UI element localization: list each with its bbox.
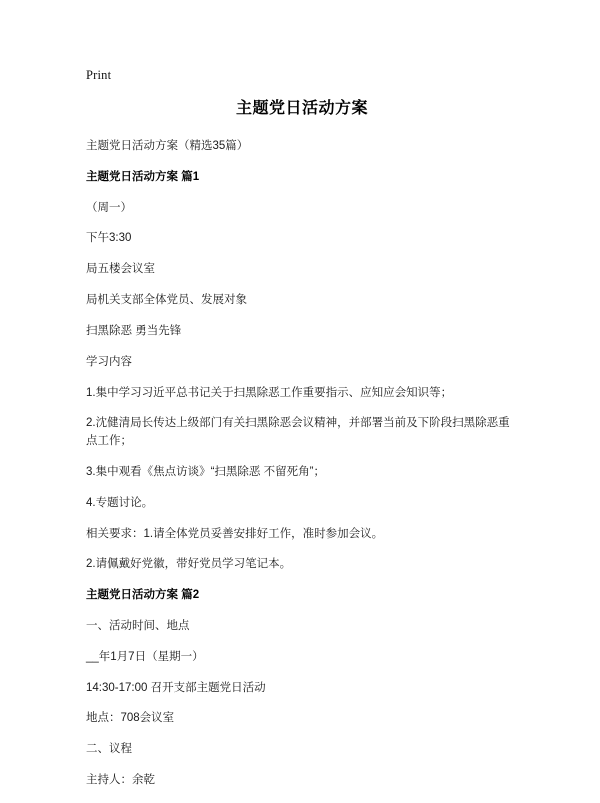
paragraph: 学习内容 bbox=[86, 355, 132, 368]
paragraph: 2.请佩戴好党徽，带好党员学习笔记本。 bbox=[86, 558, 292, 571]
paragraph: （周一） bbox=[86, 201, 132, 214]
paragraph: 1.集中学习习近平总书记关于扫黑除恶工作重要指示、应知应会知识等； bbox=[86, 386, 453, 399]
paragraph: 二、议程 bbox=[86, 743, 132, 756]
section-heading: 主题党日活动方案 篇2 bbox=[86, 589, 200, 602]
paragraph: 一、活动时间、地点 bbox=[86, 620, 190, 632]
paragraph: 局机关支部全体党员、发展对象 bbox=[86, 294, 247, 307]
paragraph: 主持人：余乾 bbox=[86, 774, 155, 787]
paragraph: 3.集中观看《焦点访谈》“扫黑除恶 不留死角”； bbox=[86, 465, 325, 478]
print-button[interactable]: Print bbox=[86, 68, 112, 82]
paragraph: 14:30-17:00 召开支部主题党日活动 bbox=[86, 681, 266, 694]
paragraph: 相关要求：1.请全体党员妥善安排好工作，准时参加会议。 bbox=[86, 527, 384, 540]
paragraph: 地点：708会议室 bbox=[86, 712, 175, 725]
paragraph: 下午3:30 bbox=[86, 232, 132, 245]
paragraph: __年1月7日（星期一） bbox=[86, 650, 204, 663]
paragraph: 4.专题讨论。 bbox=[86, 496, 154, 509]
paragraph: 主题党日活动方案（精选35篇） bbox=[86, 140, 249, 152]
section-heading: 主题党日活动方案 篇1 bbox=[86, 170, 200, 183]
document-paragraph-list bbox=[86, 138, 518, 790]
paragraph: 扫黑除恶 勇当先锋 bbox=[86, 324, 182, 337]
paragraph: 2.沈健清局长传达上级部门有关扫黑除恶会议精神，并部署当前及下阶段扫黑除恶重点工作； bbox=[86, 417, 510, 448]
document-body bbox=[86, 95, 518, 803]
paragraph: 局五楼会议室 bbox=[86, 263, 155, 276]
page-title: 主题党日活动方案 bbox=[235, 100, 368, 117]
